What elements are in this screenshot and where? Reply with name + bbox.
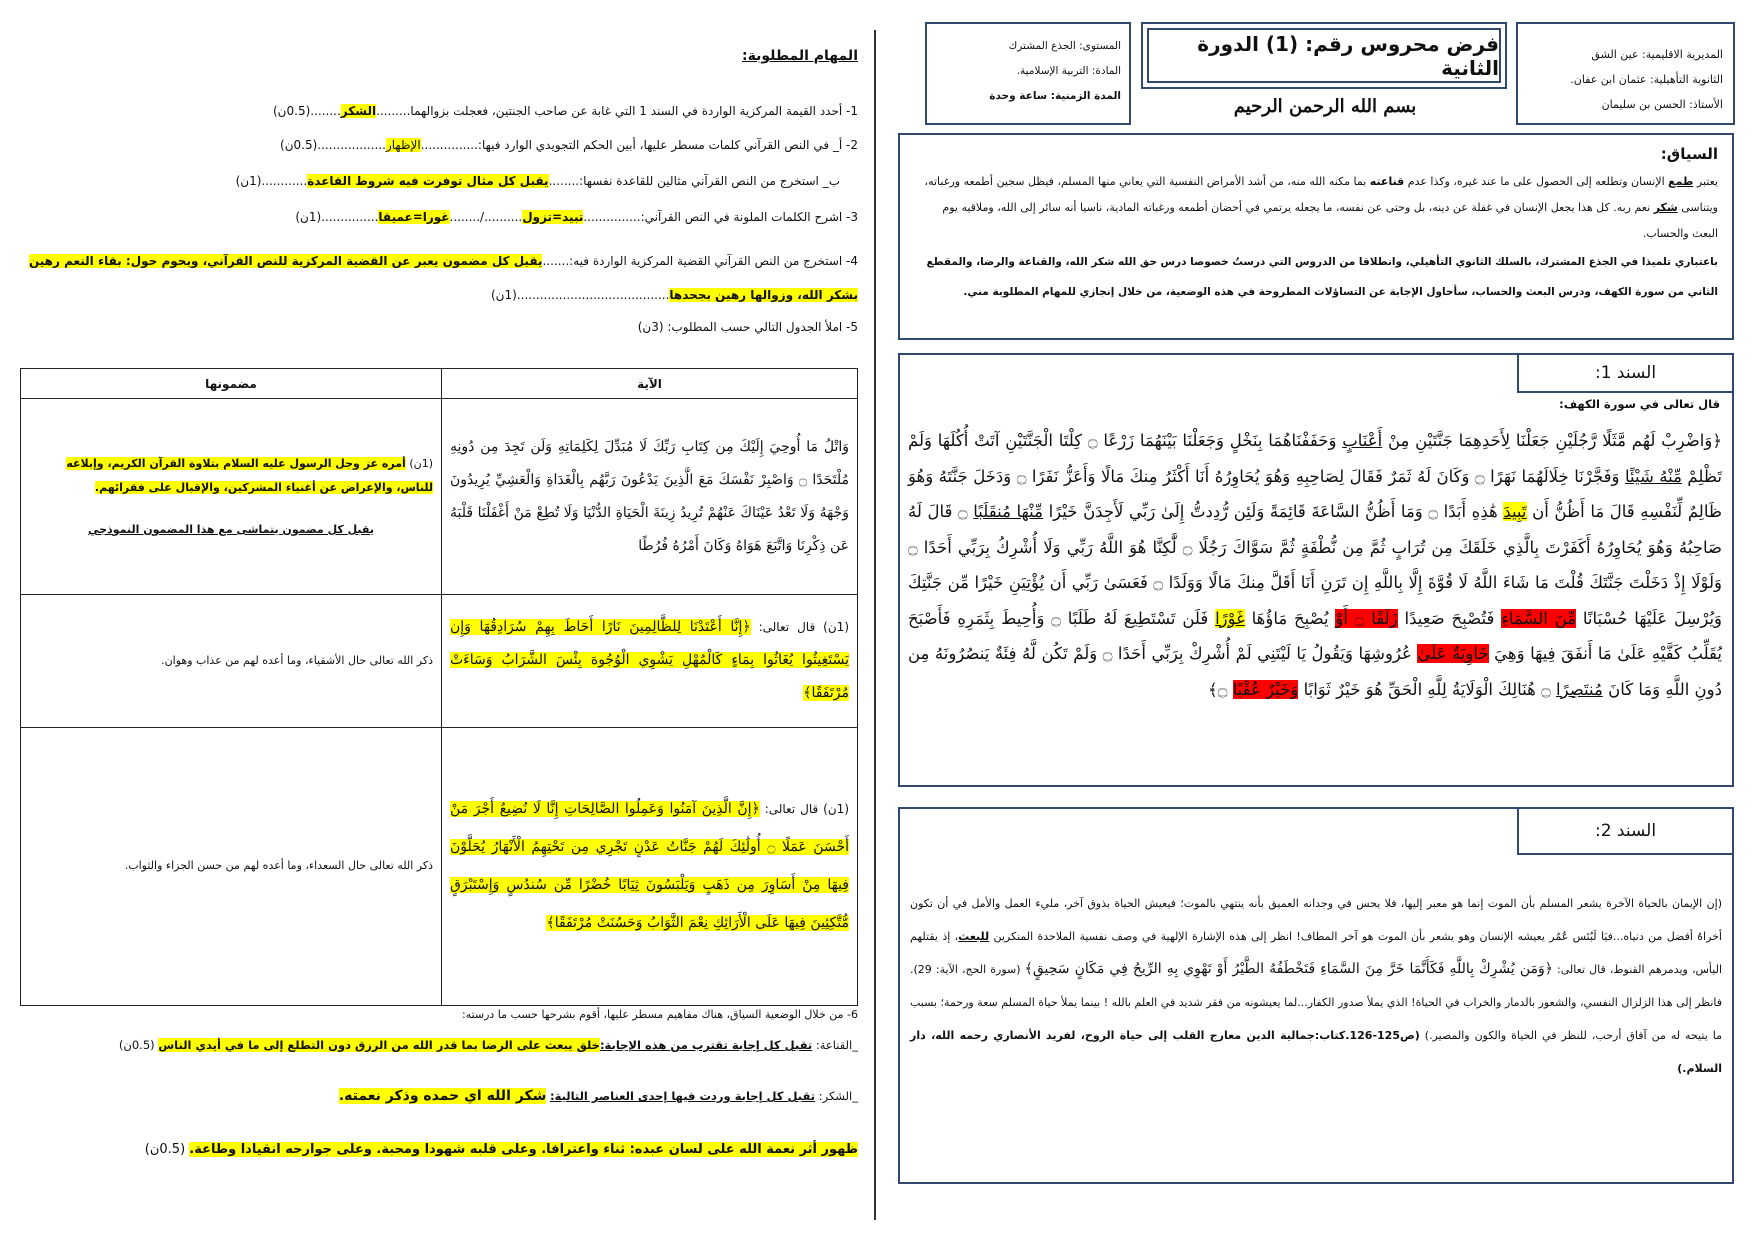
task-4 <box>20 244 858 312</box>
underlined-word: مِّنْهَا مُنقَلَبًا <box>973 502 1043 521</box>
task-score: ........(0.5ن) <box>273 104 341 118</box>
verses-table <box>20 368 858 1006</box>
red-highlight: مِّنَ السَّمَاءِ <box>1501 608 1577 628</box>
task-6-intro: 6- من خلال الوضعية السياق، هناك مفاهيم مسطر عليها، أقوم بشرحها حسب ما درسته: <box>461 1008 858 1021</box>
context-text: يعتبر <box>1693 175 1718 188</box>
task-answer: يقبل كل مضمون يعبر عن القضية المركزية للنص القرآني، ويحوم حول: بقاء النعم رهين بشكر الله، وزوالها رهين بجحدها <box>28 254 858 302</box>
prose-text: (إن الإيمان بالحياة الآخرة يشعر المسلم بأن الموت إنما هو معبر إليها، فلا يحس في وجدانه العميق بأنه ينتهي بالموت؛ فيعيش الحياة بذوق آخر، مليء العمل والأمل في أن تكون أخراهُ أفضل من دنياه...فيَا لَبُئس عُمُر يعيشه الإنسان وهو يشعر بأن الموت هو آخر المطاف! انظر إلى هذه الإشارة الإلهية في وصف نفسية الملاحدة المنكرين <box>910 897 1722 943</box>
concept-label: _القناعة: <box>812 1038 858 1052</box>
exam-title: فرض محروس رقم: (1) الدورة الثانية <box>1147 28 1501 83</box>
level-text: المستوى: الجذع المشترك <box>1008 40 1121 52</box>
colored-word-ghawra: غَوْرًا <box>1215 608 1245 628</box>
verse-text: ۝﴾ <box>1208 679 1233 699</box>
table-cell-verse: وَاتْلُ مَا أُوحِيَ إِلَيْكَ مِن كِتَابِ رَبِّكَ لَا مُبَدِّلَ لِكَلِمَاتِهِ وَلَن تَجِدَ مِن دُونِهِ مُلْتَحَدًا ۝ وَاصْبِرْ نَفْسَكَ مَعَ الَّذِينَ يَدْعُونَ رَبَّهُم بِالْغَدَاةِ وَالْعَشِيِّ يُرِيدُونَ وَجْهَهُ وَلَا تَعْدُ عَيْنَاكَ عَنْهُمْ تُرِيدُ زِينَةَ الْحَيَاةِ الدُّنْيَا وَلَا تُطِعْ مَنْ أَغْفَلْنَا قَلْبَهُ عَن ذِكْرِنَا وَاتَّبَعَ هَوَاهُ وَكَانَ أَمْرُهُ فُرُطًا <box>442 399 858 595</box>
verse-text: عُرُوشِهَا وَيَقُولُ يَا لَيْتَنِي لَمْ أُشْرِكْ بِرَبِّي أَحَدًا ۝ وَلَمْ تَكُن لَّهُ فِئَةٌ يَنصُرُونَهُ مِن دُونِ اللَّهِ وَمَا كَانَ <box>908 644 1722 699</box>
task-text: 4- استخرج من النص القرآني القضية المركزية الواردة فيه:....... <box>542 254 858 268</box>
page-divider <box>874 30 876 1220</box>
document-2-text <box>910 887 1722 1085</box>
exam-title-box <box>1141 22 1507 89</box>
prose-text: (سورة الحج، الآية: 29). فانظر إلى هذا الزلزال النفسي، والشعور بالدمار والخراب في الحياة! الذي يملأ صدور الكفار...لما يعيشونه من فقر شديد في العلم بالله ! بينما يملأ حياة المسلم سعة ورحمة؛ بسبب ما يتيحه له من آفاق أرحب، للنظر في الحياة والكون والمصير.) <box>910 963 1722 1042</box>
concept-greed: طمع <box>1668 175 1694 188</box>
verse-text: فَتُصْبِحَ صَعِيدًا <box>1397 608 1502 628</box>
table-row <box>21 595 858 727</box>
row-verse: ﴿إِنَّ الَّذِينَ آمَنُوا وَعَمِلُوا الصَّالِحَاتِ إِنَّا لَا نُضِيعُ أَجْرَ مَنْ أَحْسَنَ عَمَلًا ۝ أُولَٰئِكَ لَهُمْ جَنَّاتُ عَدْنٍ تَجْرِي مِن تَحْتِهِمُ الْأَنْهَارُ يُحَلَّوْنَ فِيهَا مِنْ أَسَاوِرَ مِن ذَهَبٍ وَيَلْبَسُونَ ثِيَابًا خُضْرًا مِّن سُندُسٍ وَإِسْتَبْرَقٍ مُّتَّكِئِينَ فِيهَا عَلَى الْأَرَائِكِ نِعْمَ الثَّوَابُ وَحَسُنَتْ مُرْتَفَقًا﴾ <box>450 801 849 932</box>
task-text: 3- اشرح الكلمات الملونة في النص القرآني:............... <box>583 210 858 224</box>
school-name: الثانوية التأهيلية: عثمان ابن عفان. <box>1570 73 1723 86</box>
document-2-box <box>898 807 1734 1184</box>
verse-text: هَٰذِهِ أَبَدًا ۝ وَمَا أَظُنُّ السَّاعَةَ قَائِمَةً وَلَئِن رُّدِدتُّ إِلَىٰ رَبِّي لَأَجِدَنَّ خَيْرًا <box>1042 502 1504 521</box>
verse-text: وَحَفَفْنَاهُمَا بِنَخْلٍ وَجَعَلْنَا بَيْنَهُمَا زَرْعًا ۝ كِلْتَا الْجَنَّتَيْنِ آتَتْ أُكُلَهَا وَلَمْ تَظْلِمْ <box>908 431 1723 486</box>
column-content: مضمونها <box>21 369 442 399</box>
column-verse: الآية <box>442 369 858 399</box>
prose-text: ، إذ يقتلهم اليأس، ويدمرهم القنوط، قال تعالى: <box>910 930 1723 976</box>
answer-note: تقبل كل إجابة وردت فيها إحدى العناصر التالية: <box>550 1089 816 1103</box>
verse-text: فَلَن تَسْتَطِيعَ لَهُ طَلَبًا ۝ وَأُحِيطَ بِثَمَرِهِ فَأَصْبَحَ يُقَلِّبُ كَفَّيْهِ عَلَىٰ مَا أَنفَقَ فِيهَا وَهِيَ <box>908 608 1722 663</box>
task-score: ............(1ن) <box>235 174 308 188</box>
verse-text: يُصْبِحَ مَاؤُهَا <box>1244 608 1336 628</box>
task-text: ........../........ <box>449 210 523 224</box>
table-cell-verse <box>442 727 858 1005</box>
subject-text: المادة: التربية الإسلامية. <box>1016 65 1121 77</box>
context-instructions: باعتباري تلميذا في الجذع المشترك، بالسلك الثانوي التأهيلي، وانطلاقا من الدروس التي درستُ خصوصا درس حق الله شكر الله، والقناعة والرضا، والمقطع الثاني من سورة الكهف، ودرس البعث والحساب، سأحاول الإجابة عن التساؤلات المطروحة في هذه الوضعية، من خلال إنجازي للمهام المطلوبة مني. <box>926 256 1718 298</box>
row-answer: أمره عز وجل الرسول عليه السلام بتلاوة القرآن الكريم، وإبلاغه للناس، والإعراض عن أغنياء المشركين، والإقبال على فقرائهم. <box>66 456 433 494</box>
answer-score: (0.5ن) <box>144 1142 190 1157</box>
task-3 <box>20 210 858 224</box>
document-1-box <box>898 353 1734 787</box>
context-text: نعم ربه. كل هذا يجعل الإنسان في غفلة عن دينه، بل وحتى عن نفسه، ما يجعله يرتمي في أحضان أطمعه ورغباته المادية، ناسيا أنه سائر إلى الله، وملاقيه يوم البعث والحساب. <box>942 201 1718 240</box>
row-note: يقبل كل مضمون يتماشى مع هذا المضمون النموذجي <box>88 522 374 536</box>
concept-gratitude: شكر <box>1653 201 1678 214</box>
context-paragraph <box>914 169 1718 247</box>
concept-label: _الشكر: <box>815 1089 858 1103</box>
task-score: ...............(1ن) <box>295 210 379 224</box>
table-row <box>21 399 858 595</box>
concept-contentment: قناعته <box>1369 175 1405 188</box>
row-prefix: (1ن) قال تعالى: <box>759 802 849 817</box>
school-directorate: المديرية الاقليمية: عين الشق <box>1591 48 1723 61</box>
source-citation: (ص125-126.كتاب:جمالية الدين معارج القلب إلى حياة الروح، لفريد الأنصاري رحمه الله، دار السلام.) <box>910 1029 1722 1075</box>
task-answer: الشكر <box>340 104 377 118</box>
table-cell-content: ذكر الله تعالى حال السعداء، وما أعده لهم من حسن الجزاء والثواب. <box>21 727 442 1005</box>
task-score: ........................................(1ن) <box>491 288 670 302</box>
task-text: 2- أ_ في النص القرآني كلمات مسطر عليها، أبين الحكم التجويدي الوارد فيها:............... <box>420 138 858 152</box>
teacher-name: الأستاذ: الحسن بن سليمان <box>1601 98 1723 111</box>
concept-answer: خلق يبعث على الرضا بما قدر الله من الرزق دون التطلع إلى ما في أيدي الناس <box>158 1038 600 1052</box>
task-2a <box>20 138 858 152</box>
school-info-box <box>1516 22 1735 125</box>
table-cell-content <box>21 399 442 595</box>
underlined-word: مُنتَصِرًا <box>1556 679 1603 699</box>
row-score: (1ن) <box>405 456 433 470</box>
task-answer: يقبل كل مثال توفرت فيه شروط القاعدة <box>307 174 549 188</box>
table-header-row <box>21 369 858 399</box>
red-highlight: خَاوِيَةٌ عَلَىٰ <box>1417 644 1489 663</box>
task-text: ب_ استخرج من النص القرآني مثالين للقاعدة نفسها:........ <box>548 174 840 188</box>
task-answer: غورا=عميقا <box>378 210 450 224</box>
verse-text: وَفَجَّرْنَا خِلَالَهُمَا نَهَرًا ۝ وَكَانَ لَهُ ثَمَرٌ فَقَالَ لِصَاحِبِهِ وَهُوَ يُحَاوِرُهُ أَنَا أَكْثَرُ مِنكَ مَالًا وَأَعَزُّ نَفَرًا ۝ وَدَخَلَ جَنَّتَهُ وَهُوَ ظَالِمٌ لِّنَفْسِهِ قَالَ مَا أَظُنُّ أَن <box>908 466 1722 521</box>
table-cell-content: ذكر الله تعالى حال الأشقياء، وما أعده لهم من عذاب وهوان. <box>21 595 442 727</box>
task-6-gratitude-effect <box>145 1142 858 1157</box>
context-text: الإنسان وتطلعه إلى الحصول على ما عند غيره، وكذا عدم <box>1404 175 1669 188</box>
concept-answer: ظهور أثر نعمة الله على لسان عبده: ثناء واعترافا. وعلى قلبه شهودا ومحبة. وعلى جوارحه انقيادا وطاعة. <box>189 1142 858 1157</box>
task-text: 1- أحدد القيمة المركزية الواردة في السند 1 التي غابة عن صاحب الجنتين، فعجلت بزوالهما......... <box>376 104 858 118</box>
row-prefix: (1ن) قال تعالى: <box>750 620 849 635</box>
table-row <box>21 727 858 1005</box>
context-box <box>898 133 1734 340</box>
duration-text: المدة الزمنية: ساعة وحدة <box>989 90 1121 102</box>
task-score: ..................(0.5ن) <box>280 138 386 152</box>
context-text: بما مكنه الله منه، من أشد الأمراض النفسية التي يعاني منها المسلم، فيظل سجين أطمعه ورغباته، ويتناسى <box>924 175 1718 214</box>
table-cell-verse <box>442 595 858 727</box>
verse-text: ۝ هُنَالِكَ الْوَلَايَةُ لِلَّهِ الْحَقِّ هُوَ خَيْرٌ ثَوَابًا <box>1298 679 1557 699</box>
task-2b <box>20 174 840 188</box>
document-1-intro: قال تعالى في سورة الكهف: <box>1559 397 1720 411</box>
concept-answer: شكر الله اي حمده وذكر نعمته. <box>338 1088 547 1104</box>
answer-score: (0.5ن) <box>118 1038 159 1052</box>
basmala: بسم الله الرحمن الرحيم <box>1233 96 1417 117</box>
quran-verse-hajj: ﴿وَمَن يُشْرِكْ بِاللَّهِ فَكَأَنَّمَا خَرَّ مِنَ السَّمَاءِ فَتَخْطَفُهُ الطَّيْرُ أَوْ تَهْوِي بِهِ الرِّيحُ فِي مَكَانٍ سَحِيقٍ﴾ <box>1024 961 1553 977</box>
red-highlight: زَلَقًا ۝ أَوْ <box>1335 608 1398 628</box>
level-info-box <box>925 22 1131 125</box>
underlined-word: أَعْنَابٍ <box>1342 431 1383 450</box>
task-5: 5- املأ الجدول التالي حسب المطلوب: (3ن) <box>637 320 858 334</box>
quran-passage-kahf <box>908 423 1722 707</box>
concept-resurrection: للبعث <box>958 930 990 943</box>
verse-text: ۝ قَالَ لَهُ صَاحِبُهُ وَهُوَ يُحَاوِرُهُ أَكَفَرْتَ بِالَّذِي خَلَقَكَ مِن تُرَابٍ ثُمَّ مِن نُّطْفَةٍ ثُمَّ سَوَّاكَ رَجُلًا ۝ لَّٰكِنَّا هُوَ اللَّهُ رَبِّي وَلَا أُشْرِكُ بِرَبِّي أَحَدًا ۝ وَلَوْلَا إِذْ دَخَلْتَ جَنَّتَكَ قُلْتَ مَا شَاءَ اللَّهُ لَا قُوَّةَ إِلَّا بِاللَّهِ إِن تَرَنِ أَنَا أَقَلَّ مِنكَ مَالًا وَوَلَدًا ۝ فَعَسَىٰ رَبِّي أَن يُؤْتِيَنِ خَيْرًا مِّن جَنَّتِكَ وَيُرْسِلَ عَلَيْهَا حُسْبَانًا <box>908 502 1723 628</box>
task-answer: تبيد=تزول <box>522 210 584 224</box>
tasks-title: المهام المطلوبة: <box>742 48 858 64</box>
document-1-label: السند 1: <box>1517 355 1732 393</box>
task-6-gratitude <box>339 1088 858 1104</box>
row-verse: ﴿إِنَّا أَعْتَدْنَا لِلظَّالِمِينَ نَارًا أَحَاطَ بِهِمْ سُرَادِقُهَا وَإِن يَسْتَغِيثُوا يُغَاثُوا بِمَاءٍ كَالْمُهْلِ يَشْوِي الْوُجُوهَ بِئْسَ الشَّرَابُ وَسَاءَتْ مُرْتَفَقًا﴾ <box>450 619 849 702</box>
answer-note: تقبل كل إجابة تقترب من هذه الإجابة: <box>599 1038 813 1052</box>
task-1 <box>20 104 858 118</box>
task-6-contentment <box>119 1038 858 1052</box>
task-answer: الإظهار <box>385 138 421 152</box>
document-2-label: السند 2: <box>1517 809 1732 855</box>
red-highlight: وَخَيْرٌ عُقْبًا <box>1232 679 1299 699</box>
underlined-word: مِّنْهُ شَيْئًا <box>1624 466 1682 486</box>
colored-word-tabeed: تَبِيدَ <box>1503 502 1527 521</box>
context-title: السياق: <box>1660 145 1718 163</box>
verse-text: ﴿وَاضْرِبْ لَهُم مَّثَلًا رَّجُلَيْنِ جَعَلْنَا لِأَحَدِهِمَا جَنَّتَيْنِ مِنْ <box>1382 431 1722 450</box>
